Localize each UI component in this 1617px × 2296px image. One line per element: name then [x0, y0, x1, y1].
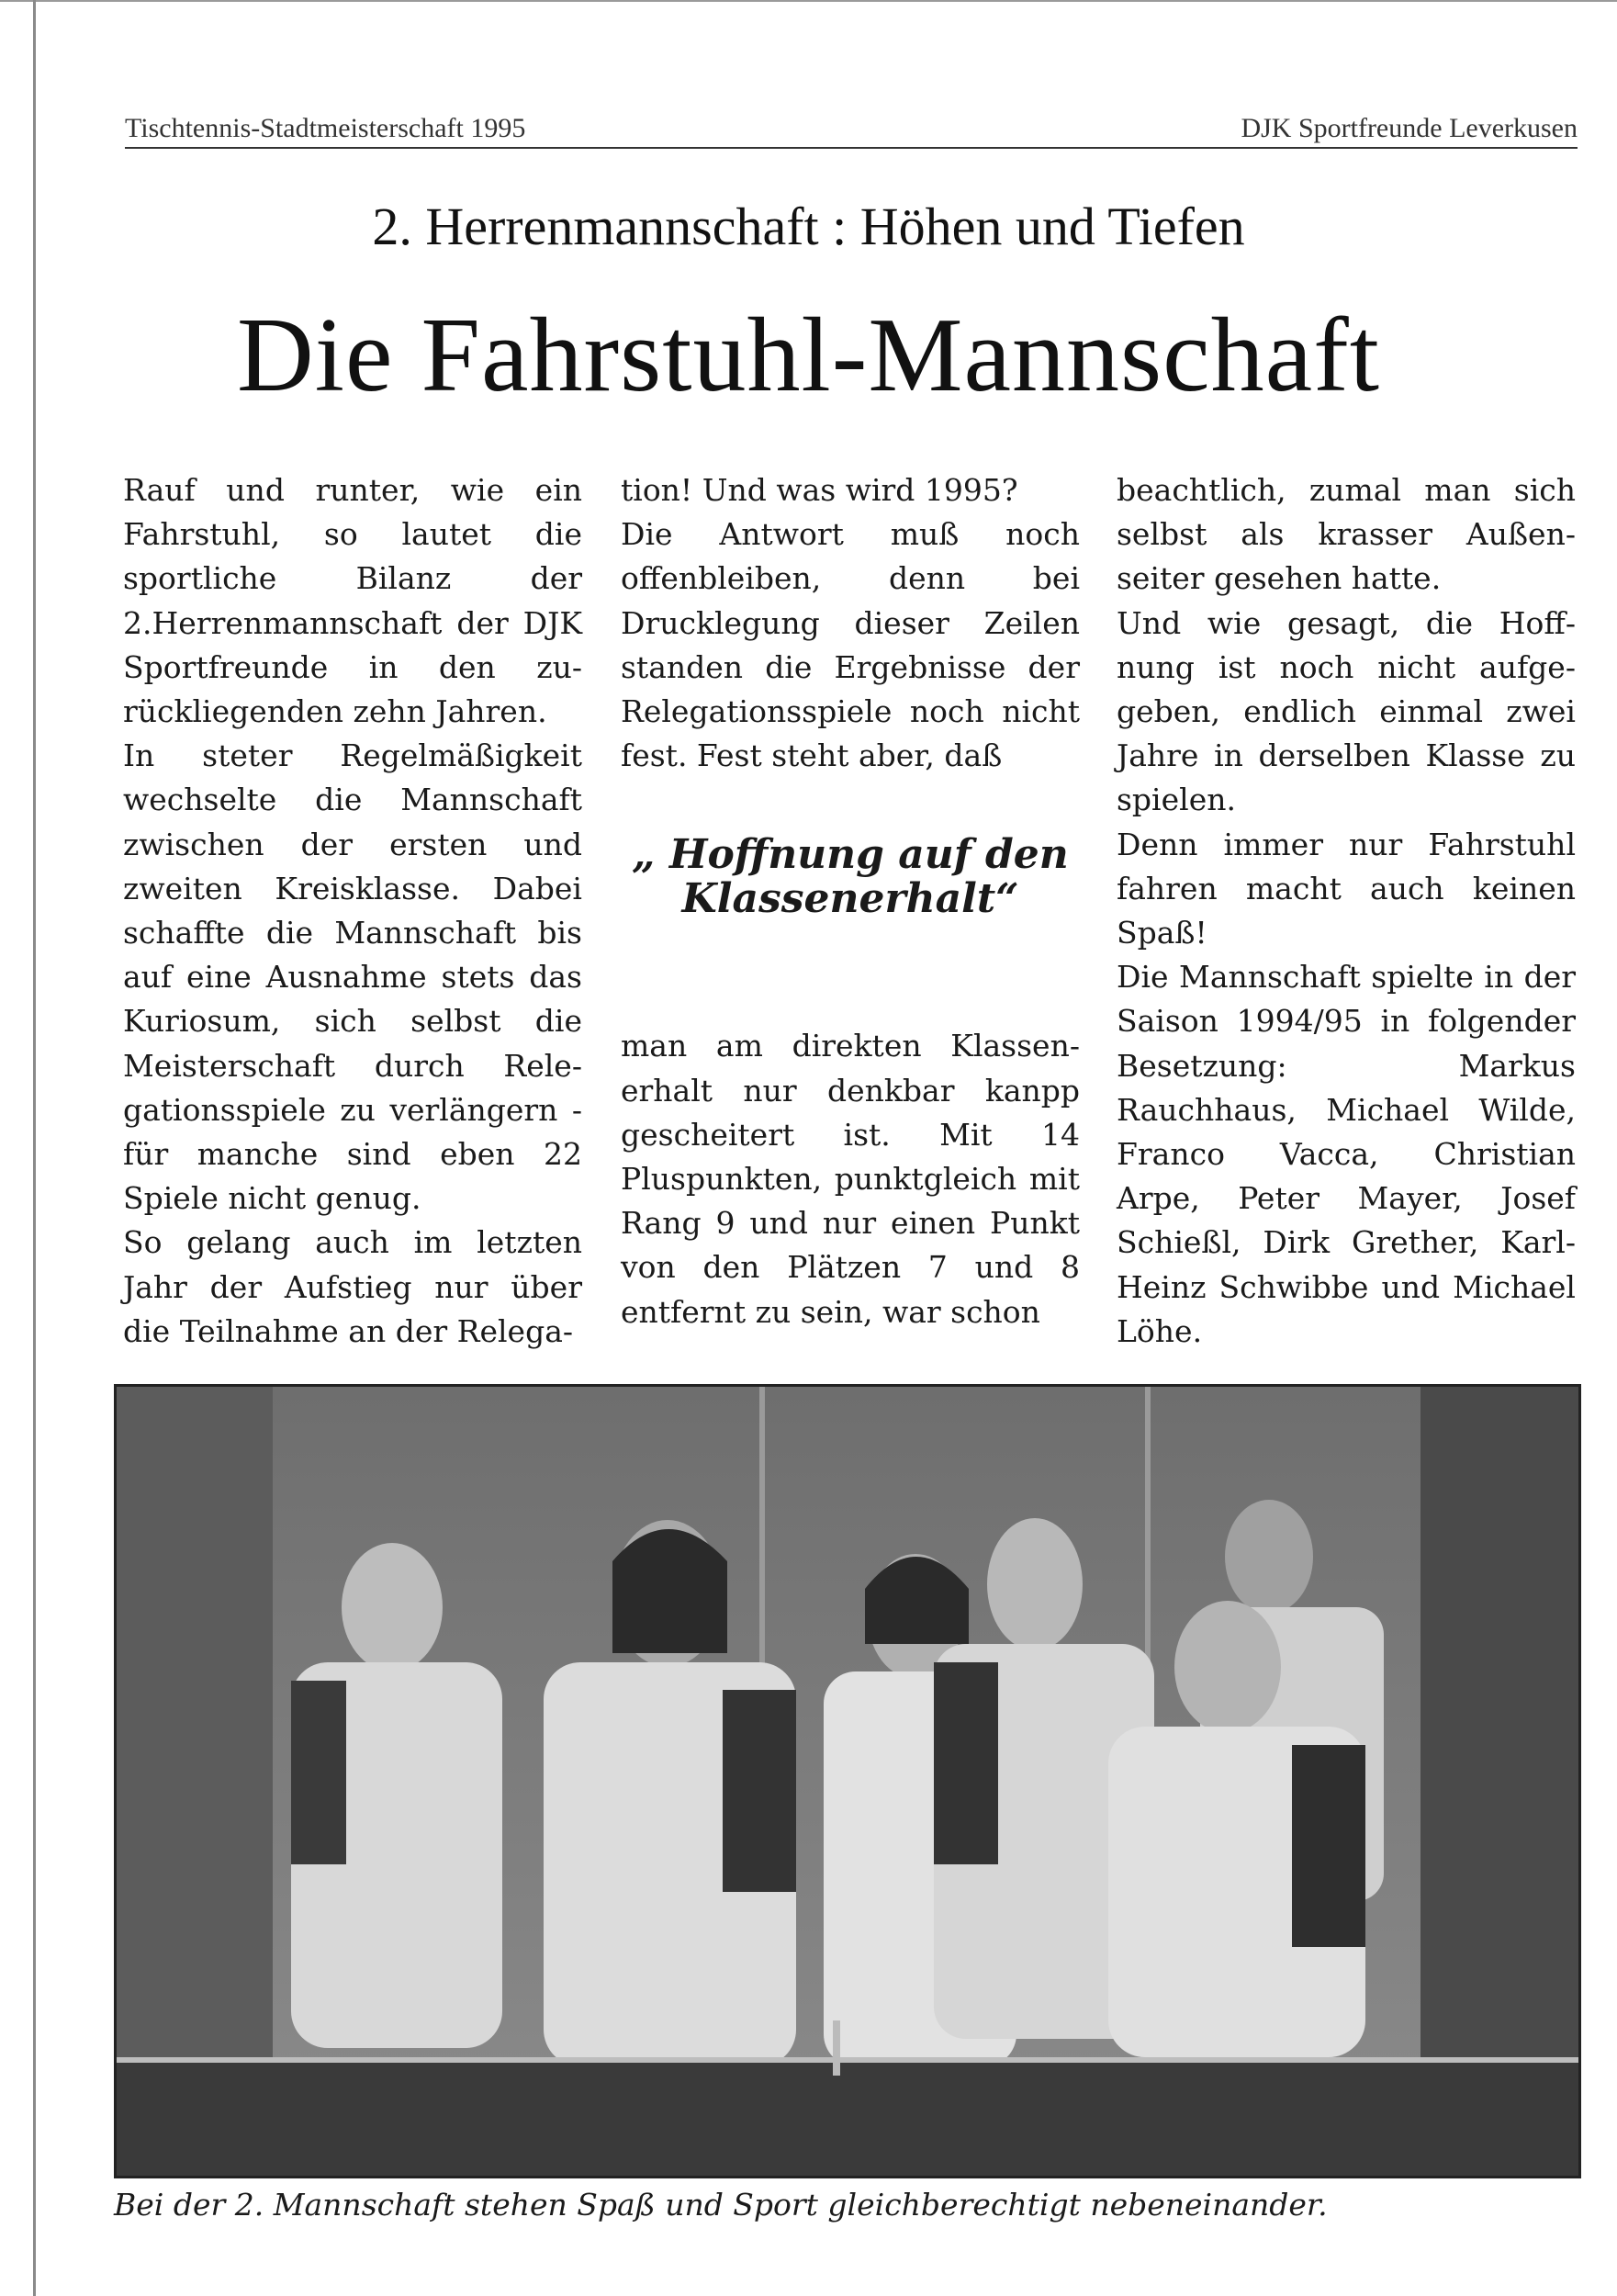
col3-paragraph-2: Und wie gesagt, die Hoffnung ist noch nicht aufgegeben, endlich einmal zwei Jahre in derselben Klasse zu spielen.	[1117, 604, 1576, 818]
col1-paragraph-3: So gelang auch im letzten Jahr der Aufstieg nur über die Teilnahme an der Relega-	[123, 1224, 582, 1349]
header-left: Tischtennis-Stadtmeisterschaft 1995	[125, 113, 526, 143]
column-3	[1117, 468, 1576, 1354]
column-2	[621, 468, 1080, 1334]
col3-paragraph-4: Die Mannschaft spielte in der Saison 1994/95 in folgender Besetzung: Markus Rauchhaus, Michael Wilde, Franco Vacca, Christian Arpe, Peter Mayer, Josef Schießl, Dirk Grether, Karl-Heinz Schwibbe und Michael Löhe.	[1117, 959, 1576, 1349]
team-photo	[114, 1384, 1581, 2178]
team-photo-illustration	[117, 1387, 1578, 2176]
col2-paragraph-1: tion! Und was wird 1995?	[621, 472, 1018, 508]
header-right: DJK Sportfreunde Leverkusen	[1241, 113, 1578, 143]
col1-paragraph-1: Rauf und runter, wie ein Fahrstuhl, so lautet die sportliche Bilanz der 2.Herrenmannschaft der DJK Sportfreunde in den zurückliegenden zehn Jahren.	[123, 472, 582, 730]
article-headline: Die Fahrstuhl-Mannschaft	[237, 297, 1380, 414]
page-top-edge	[0, 0, 1617, 2]
col1-paragraph-2: In steter Regelmäßigkeit wechselte die Mannschaft zwischen der ersten und zweiten Kreisklasse. Dabei schaffte die Mannschaft bis auf eine Ausnahme stets das Kuriosum, sich selbst die Meisterschaft durch Relegationsspiele zu verlängern - für manche sind eben 22 Spiele nicht genug.	[123, 737, 582, 1217]
col2-paragraph-2: Die Antwort muß noch offenbleiben, denn bei Drucklegung dieser Zeilen standen die Ergebnisse der Relegationsspiele noch nicht fest. Fest steht aber, daß	[621, 516, 1080, 774]
photo-caption: Bei der 2. Mannschaft stehen Spaß und Sport gleichberechtigt nebeneinander.	[114, 2187, 1328, 2223]
col3-paragraph-1: beachtlich, zumal man sich selbst als krasser Außenseiter gesehen hatte.	[1117, 472, 1576, 597]
running-header	[125, 112, 1578, 149]
article-kicker: 2. Herrenmannschaft : Höhen und Tiefen	[372, 197, 1245, 256]
column-1	[123, 468, 582, 1354]
pull-quote: „ Hoffnung auf den Klassenerhalt“	[632, 831, 1069, 923]
col3-paragraph-3: Denn immer nur Fahrstuhl fahren macht auch keinen Spaß!	[1117, 826, 1576, 951]
col2-paragraph-3: man am direkten Klassenerhalt nur denkbar kanpp gescheitert ist. Mit 14 Pluspunkten, punktgleich mit Rang 9 und nur einen Punkt von den Plätzen 7 und 8 entfernt zu sein, war schon	[621, 1028, 1080, 1330]
